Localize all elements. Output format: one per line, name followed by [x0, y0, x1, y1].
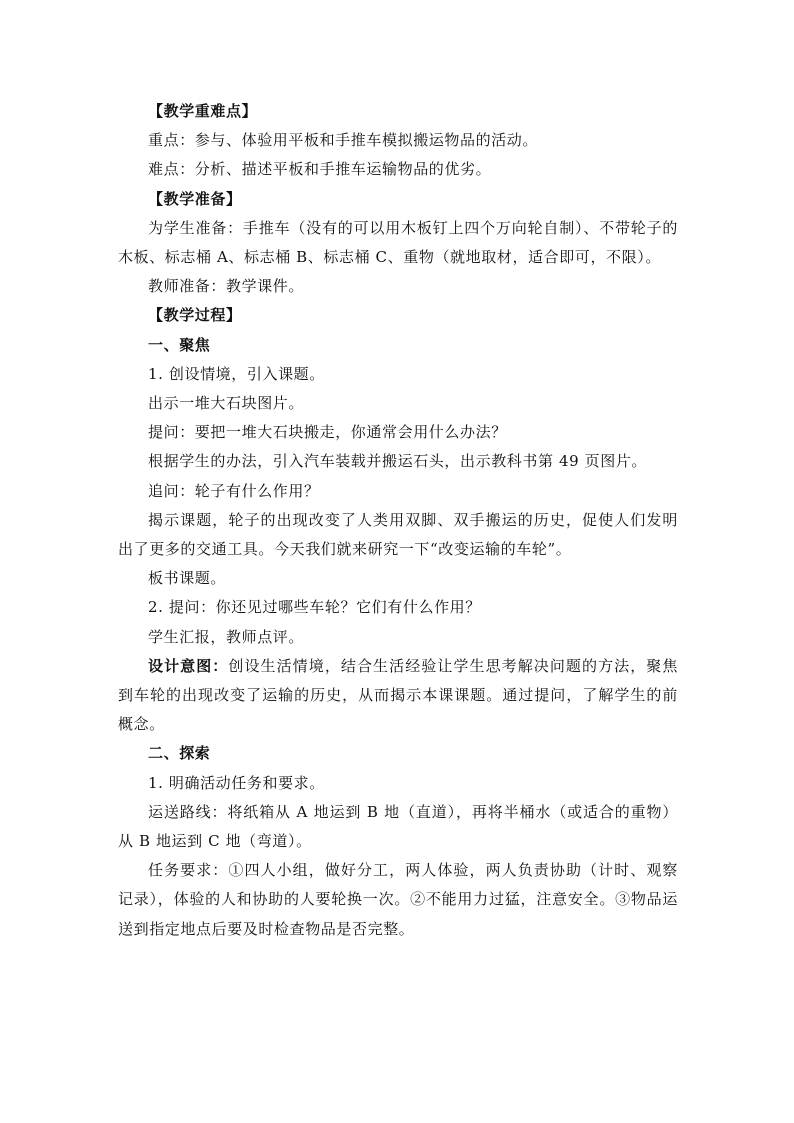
task-requirements-text: 任务要求：①四人小组，做好分工，两人体验，两人负责协助（计时、观察记录），体验的人和协助的人要轮换一次。②不能用力过猛，注意安全。③物品运送到指定地点后要及时检查物品是否完整。 — [118, 861, 678, 938]
show-picture-text: 出示一堆大石块图片。 — [148, 394, 305, 413]
section-heading-preparation: 【教学准备】 — [148, 189, 242, 208]
introduce-car-text: 根据学生的办法，引入汽车装载并搬运石头，出示教科书第 49 页图片。 — [148, 452, 648, 471]
part-heading-explore: 二、探索 — [148, 744, 211, 763]
question1-text: 提问：要把一堆大石块搬走，你通常会用什么办法？ — [148, 423, 507, 442]
student-report-text: 学生汇报，教师点评。 — [148, 627, 305, 646]
route-text: 运送路线：将纸箱从 A 地运到 B 地（直道），再将半桶水（或适合的重物）从 B 地运到 C 地（弯道）。 — [118, 802, 678, 851]
design-intent-paragraph — [118, 652, 678, 740]
key-point-text: 重点：参与、体验用平板和手推车模拟搬运物品的活动。 — [148, 131, 539, 150]
section-heading-key-points: 【教学重难点】 — [148, 102, 258, 120]
section-heading-process: 【教学过程】 — [148, 306, 242, 325]
followup-question-text: 追问：轮子有什么作用？ — [148, 481, 320, 500]
step2-question-text: 2. 提问：你还见过哪些车轮？它们有什么作用？ — [148, 598, 481, 617]
part-heading-focus: 一、聚焦 — [148, 335, 211, 354]
teacher-preparation-text: 教师准备：教学课件。 — [148, 277, 305, 296]
design-intent-text: 创设生活情境，结合生活经验让学生思考解决问题的方法，聚焦到车轮的出现改变了运输的历史，从而揭示本课课题。通过提问，了解学生的前概念。 — [118, 656, 678, 734]
write-topic-text: 板书课题。 — [148, 569, 227, 588]
design-intent-label: 设计意图： — [148, 656, 229, 675]
student-preparation-text: 为学生准备：手推车（没有的可以用木板钉上四个万向轮自制）、不带轮子的木板、标志桶 A、标志桶 B、标志桶 C、重物（就地取材，适合即可，不限）。 — [118, 218, 678, 267]
reveal-topic-text: 揭示课题，轮子的出现改变了人类用双脚、双手搬运的历史，促使人们发明出了更多的交通工具。今天我们就来研究一下“改变运输的车轮”。 — [118, 510, 678, 559]
difficult-point-text: 难点：分析、描述平板和手推车运输物品的优劣。 — [148, 160, 492, 179]
document-page — [118, 97, 678, 944]
explore-step1-text: 1. 明确活动任务和要求。 — [148, 773, 325, 792]
step1-title: 1. 创设情境，引入课题。 — [148, 364, 325, 383]
